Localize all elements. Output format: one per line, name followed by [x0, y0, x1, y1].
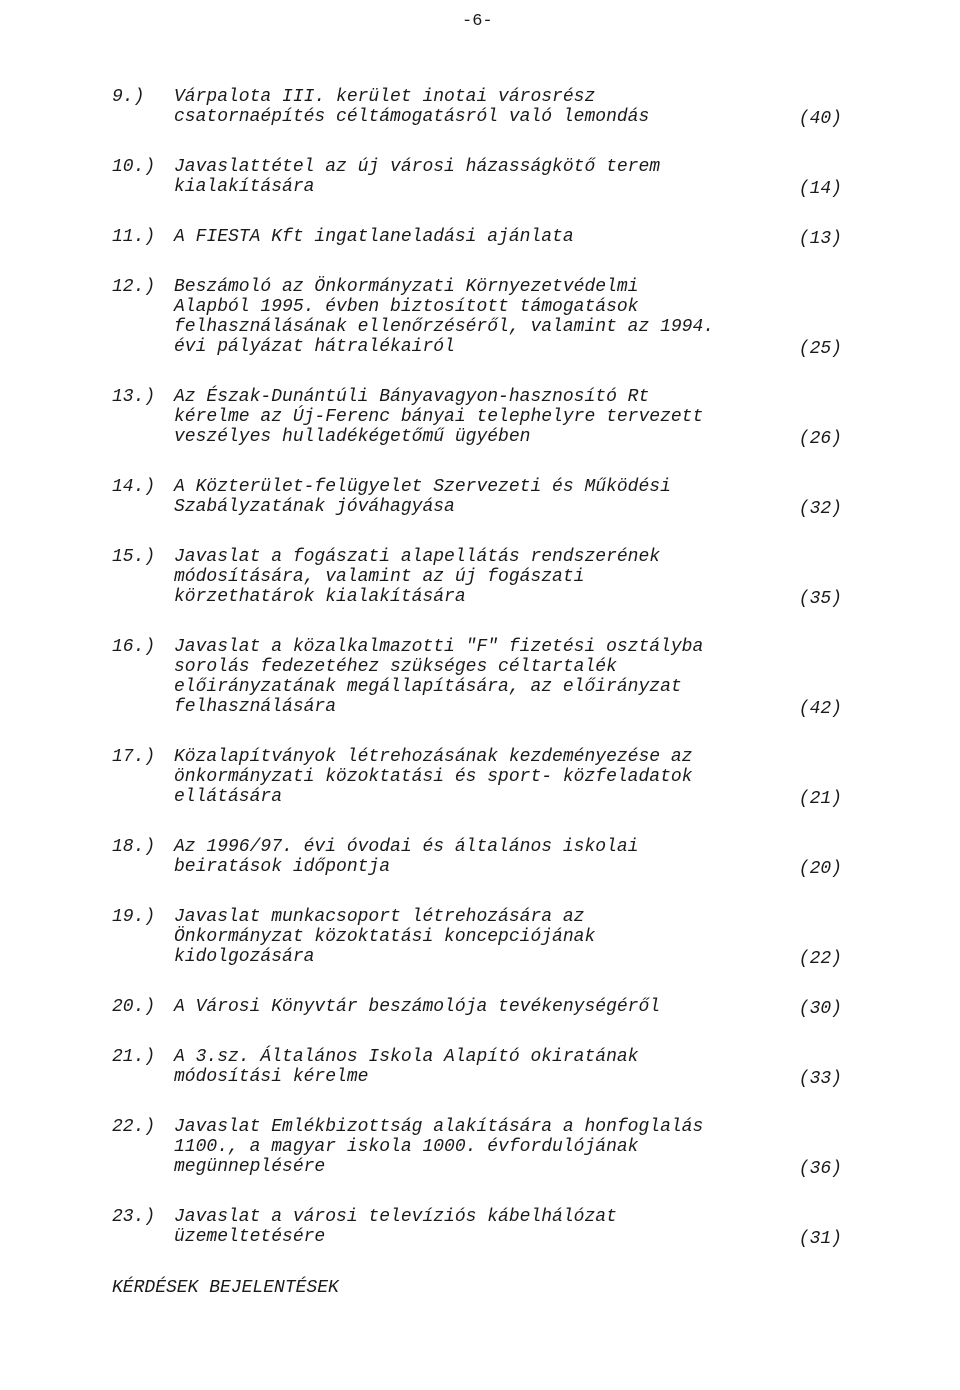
agenda-item-number: 12.) — [112, 277, 156, 297]
agenda-item-text: Közalapítványok létrehozásának kezdeményezése az önkormányzati közoktatási és sport- közfeladatok ellátására — [174, 747, 693, 807]
agenda-item-reference: (36) — [798, 1159, 842, 1179]
agenda-item-number: 21.) — [112, 1047, 156, 1067]
agenda-item-text: A Városi Könyvtár beszámolója tevékenységéről — [174, 997, 661, 1017]
agenda-item-text: Az 1996/97. évi óvodai és általános iskolai beiratások időpontja — [174, 837, 639, 877]
agenda-item-number: 9.) — [112, 87, 145, 107]
agenda-item — [112, 547, 842, 609]
agenda-item — [112, 157, 842, 199]
agenda-item-reference: (20) — [798, 859, 842, 879]
agenda-item-number: 22.) — [112, 1117, 156, 1137]
agenda-item — [112, 907, 842, 969]
agenda-item — [112, 477, 842, 519]
agenda-item-reference: (21) — [798, 789, 842, 809]
agenda-item-reference: (32) — [798, 499, 842, 519]
agenda-item-reference: (40) — [798, 109, 842, 129]
agenda-item-text: A FIESTA Kft ingatlaneladási ajánlata — [174, 227, 574, 247]
agenda-item — [112, 997, 842, 1019]
agenda-item-number: 15.) — [112, 547, 156, 567]
agenda-item-number: 13.) — [112, 387, 156, 407]
agenda-item-reference: (33) — [798, 1069, 842, 1089]
agenda-item-text: Javaslat a közalkalmazotti "F" fizetési osztályba sorolás fedezetéhez szükséges céltartalék előirányzatának megállapítására, az előirányzat felhasználására — [174, 637, 704, 717]
agenda-item-number: 23.) — [112, 1207, 156, 1227]
agenda-item-reference: (22) — [798, 949, 842, 969]
agenda-item — [112, 1207, 842, 1249]
agenda-item-reference: (35) — [798, 589, 842, 609]
agenda-item-number: 18.) — [112, 837, 156, 857]
agenda-item-reference: (26) — [798, 429, 842, 449]
agenda-item — [112, 1047, 842, 1089]
agenda-item-reference: (14) — [798, 179, 842, 199]
agenda-item-text: A 3.sz. Általános Iskola Alapító okiratának módosítási kérelme — [174, 1047, 639, 1087]
agenda-item-text: Javaslat a városi televíziós kábelhálózat üzemeltetésére — [174, 1207, 617, 1247]
agenda-item-number: 11.) — [112, 227, 156, 247]
agenda-item — [112, 277, 842, 359]
agenda-item-number: 20.) — [112, 997, 156, 1017]
agenda-item-reference: (30) — [798, 999, 842, 1019]
agenda-item-text: Javaslat Emlékbizottság alakítására a honfoglalás 1100., a magyar iskola 1000. évfordulójának megünneplésére — [174, 1117, 704, 1177]
agenda-item-reference: (31) — [798, 1229, 842, 1249]
agenda-item — [112, 87, 842, 129]
agenda-item-number: 14.) — [112, 477, 156, 497]
agenda-item-reference: (42) — [798, 699, 842, 719]
agenda-item-number: 10.) — [112, 157, 156, 177]
agenda-item — [112, 387, 842, 449]
agenda-item-number: 19.) — [112, 907, 156, 927]
closing-heading: KÉRDÉSEK BEJELENTÉSEK — [112, 1278, 339, 1298]
agenda-item-text: Várpalota III. kerület inotai városrész csatornaépítés céltámogatásról való lemondás — [174, 87, 650, 127]
agenda-item — [112, 837, 842, 879]
agenda-item-text: Javaslat munkacsoport létrehozására az Önkormányzat közoktatási koncepciójának kidolgozására — [174, 907, 596, 967]
agenda-item — [112, 227, 842, 249]
agenda-item — [112, 747, 842, 809]
agenda-item — [112, 1117, 842, 1179]
agenda-item-text: Beszámoló az Önkormányzati Környezetvédelmi Alapból 1995. évben biztosított támogatások felhasználásának ellenőrzéséről, valamint az 1994. évi pályázat hátralékairól — [174, 277, 715, 357]
agenda-item-text: Javaslattétel az új városi házasságkötő terem kialakítására — [174, 157, 661, 197]
agenda-item-reference: (25) — [798, 339, 842, 359]
agenda-item-text: Javaslat a fogászati alapellátás rendszerének módosítására, valamint az új fogászati körzethatárok kialakítására — [174, 547, 661, 607]
agenda-item — [112, 637, 842, 719]
agenda-item-number: 16.) — [112, 637, 156, 657]
agenda-item-text: A Közterület-felügyelet Szervezeti és Működési Szabályzatának jóváhagyása — [174, 477, 671, 517]
agenda-item-text: Az Észak-Dunántúli Bányavagyon-hasznosító Rt kérelme az Új-Ferenc bányai telephelyre tervezett veszélyes hulladékégetőmű ügyében — [174, 387, 704, 447]
page-number: -6- — [462, 12, 493, 31]
agenda-item-number: 17.) — [112, 747, 156, 767]
agenda-item-reference: (13) — [798, 229, 842, 249]
